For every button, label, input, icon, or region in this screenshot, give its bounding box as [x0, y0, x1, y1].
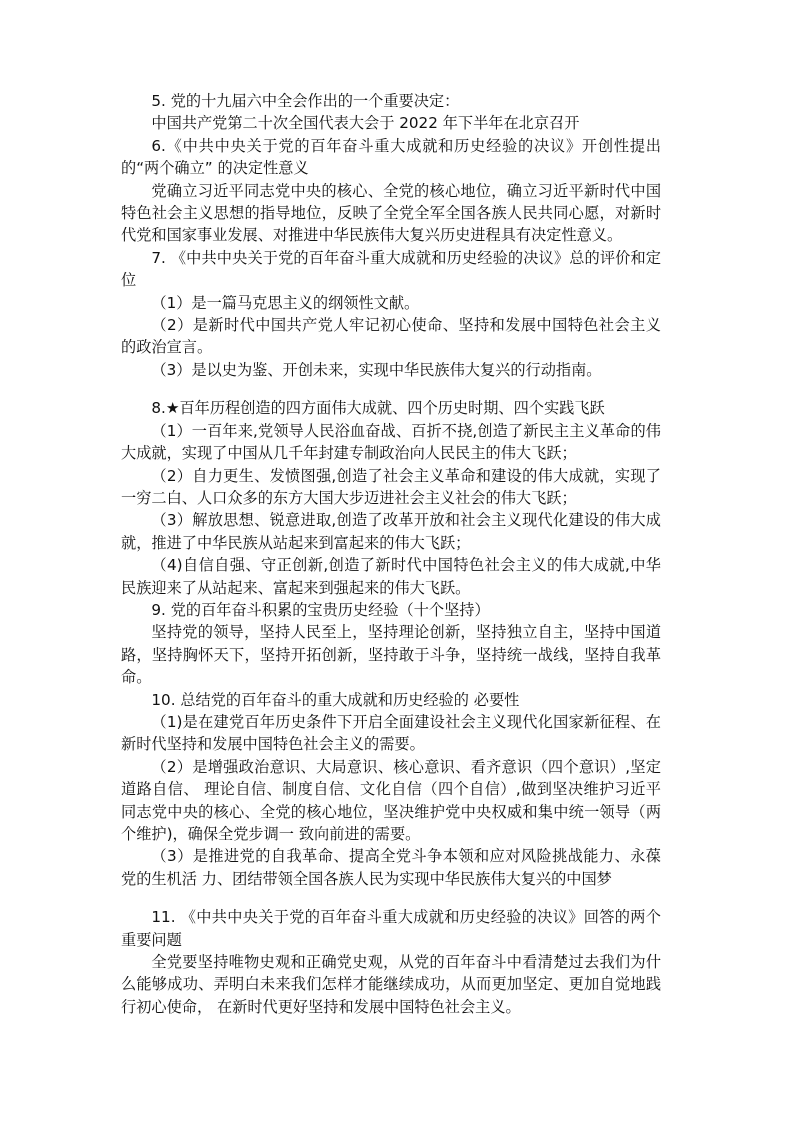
paragraph-item-8-point-2: （2）自力更生、发愤图强,创造了社会主义革命和建设的伟大成就，实现了一穷二白、人口众多的东方大国大步迈进社会主义社会的伟大飞跃；	[121, 466, 661, 507]
paragraph-item-8-point-1: （1）一百年来,党领导人民浴血奋战、百折不挠,创造了新民主主义革命的伟大成就，实现了中国从几千年封建专制政治向人民民主的伟大飞跃；	[121, 421, 661, 463]
paragraph-item-10-point-2: （2）是增强政治意识、大局意识、核心意识、看齐意识（四个意识）,坚定道路自信、 理论自信、制度自信、文化自信（四个自信）,做到坚决维护习近平同志党中央的核心、全党的核心地位，坚决维护党中央权威和集中统一领导（两个维护)，确保全党步调一 致向前进的需要。	[121, 757, 661, 843]
paragraph-item-8-point-3: （3）解放思想、锐意进取,创造了改革开放和社会主义现代化建设的伟大成就，推进了中华民族从站起来到富起来的伟大飞跃；	[121, 511, 661, 552]
paragraph-item-6-body: 党确立习近平同志党中央的核心、全党的核心地位，确立习近平新时代中国特色社会主义思想的指导地位，反映了全党全军全国各族人民共同心愿，对新时代党和国家事业发展、对推进中华民族伟大复兴历史进程具有决定性意义。	[121, 181, 661, 245]
paragraph-item-9-heading: 9. 党的百年奋斗积累的宝贵历史经验（十个坚持）	[151, 600, 490, 619]
paragraph-spacer	[121, 890, 661, 906]
document-page	[121, 90, 661, 1018]
paragraph-item-8-point-4: （4)自信自强、守正创新,创造了新时代中国特色社会主义的伟大成就,中华民族迎来了从站起来、富起来到强起来的伟大飞跃。	[121, 556, 661, 597]
paragraph-item-11-heading: 11. 《中共中央关于党的百年奋斗重大成就和历史经验的决议》回答的两个重要问题	[121, 908, 661, 949]
paragraph-item-7-point-1: （1）是一篇马克思主义的纲领性文献。	[151, 293, 420, 312]
paragraph-item-11-body: 全党要坚持唯物史观和正确党史观，从党的百年奋斗中看清楚过去我们为什么能够成功、弄明白未来我们怎样才能继续成功，从而更加坚定、更加自觉地践行初心使命， 在新时代更好坚持和发展中国特色社会主义。	[121, 953, 661, 1016]
paragraph-item-8-heading: 8.★百年历程创造的四方面伟大成就、四个历史时期、四个实践飞跃	[151, 399, 605, 418]
paragraph-item-10-point-3: （3）是推进党的自我革命、提高全党斗争本领和应对风险挑战能力、永葆党的生机活 力、团结带领全国各族人民为实现中华民族伟大复兴的中国梦	[121, 847, 661, 888]
paragraph-item-10-point-1: （1)是在建党百年历史条件下开启全面建设社会主义现代化国家新征程、在新时代坚持和发展中国特色社会主义的需要。	[121, 712, 661, 754]
paragraph-item-6-heading: 6.《中共中央关于党的百年奋斗重大成就和历史经验的决议》开创性提出的“两个确立” 的决定性意义	[121, 136, 661, 178]
paragraph-item-7-point-2: （2）是新时代中国共产党人牢记初心使命、坚持和发展中国特色社会主义的政治宣言。	[121, 316, 661, 357]
paragraph-item-7-heading: 7. 《中共中央关于党的百年奋斗重大成就和历史经验的决议》总的评价和定位	[121, 248, 661, 290]
paragraph-item-5-body: 中国共产党第二十次全国代表大会于 2022 年下半年在北京召开	[151, 114, 580, 133]
paragraph-item-7-point-3: （3）是以史为鉴、开创未来，实现中华民族伟大复兴的行动指南。	[151, 360, 602, 379]
paragraph-item-9-body: 坚持党的领导，坚持人民至上，坚持理论创新，坚持独立自主，坚持中国道路，坚持胸怀天下，坚持开拓创新，坚持敢于斗争，坚持统一战线，坚持自我革命。	[121, 623, 661, 687]
paragraph-spacer	[121, 381, 661, 397]
paragraph-item-10-heading: 10. 总结党的百年奋斗的重大成就和历史经验的 必要性	[151, 690, 520, 709]
paragraph-item-5-heading: 5. 党的十九届六中全会作出的一个重要决定：	[151, 92, 460, 110]
